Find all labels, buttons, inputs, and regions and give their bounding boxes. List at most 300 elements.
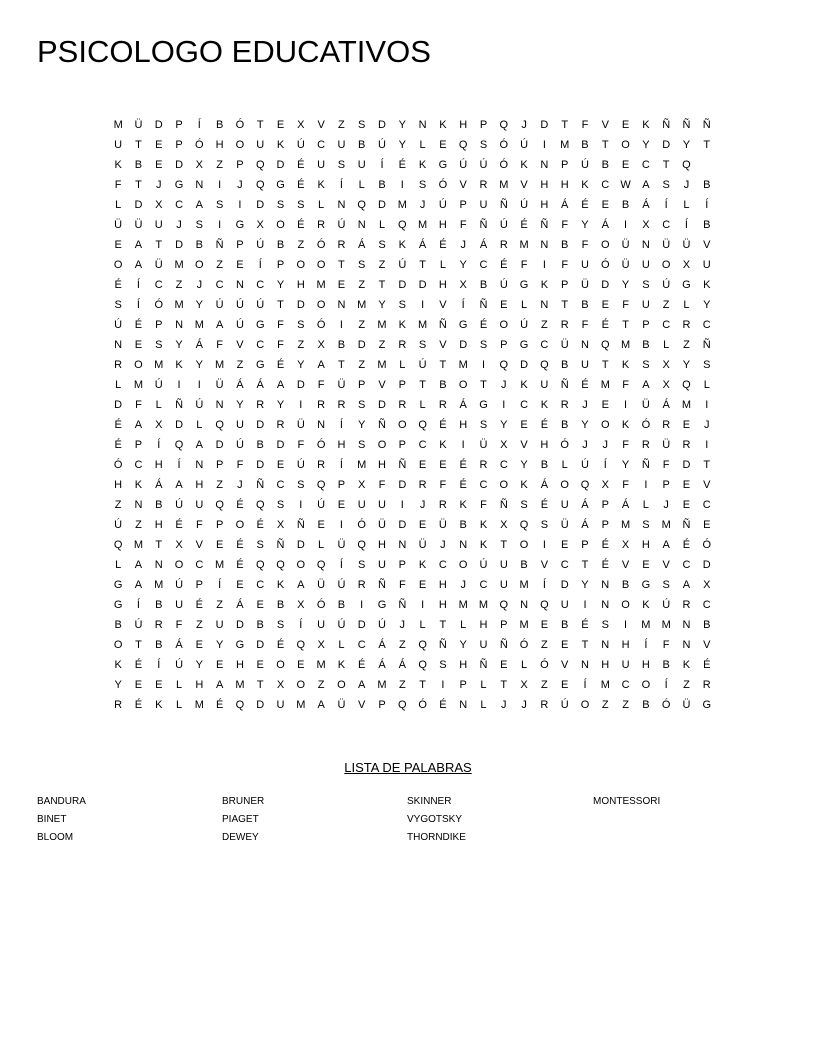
grid-letter[interactable]: U [479,639,488,651]
grid-letter[interactable]: P [561,279,569,291]
grid-letter[interactable]: Q [316,559,326,571]
grid-letter[interactable]: P [236,159,244,171]
grid-letter[interactable]: Á [581,499,589,511]
grid-letter[interactable]: Ñ [398,459,407,471]
grid-letter[interactable]: F [561,259,569,271]
grid-letter[interactable]: C [621,679,630,691]
grid-letter[interactable]: K [520,479,528,491]
grid-letter[interactable]: Z [683,679,690,691]
grid-letter[interactable]: É [439,419,447,431]
grid-letter[interactable]: Í [664,679,668,691]
grid-letter[interactable]: S [378,239,386,251]
grid-letter[interactable]: E [276,119,285,131]
grid-letter[interactable]: J [501,379,507,391]
grid-letter[interactable]: J [399,619,406,631]
grid-letter[interactable]: N [581,659,589,671]
grid-letter[interactable]: Q [540,599,549,611]
grid-letter[interactable]: E [520,419,528,431]
grid-letter[interactable]: S [358,399,366,411]
grid-letter[interactable]: B [561,619,569,631]
grid-letter[interactable]: O [499,479,509,491]
grid-letter[interactable]: X [276,679,285,691]
grid-letter[interactable]: Ñ [215,239,224,251]
grid-letter[interactable]: L [115,379,122,391]
grid-letter[interactable]: É [398,159,406,171]
grid-letter[interactable]: B [662,659,670,671]
grid-letter[interactable]: D [276,159,285,171]
grid-letter[interactable]: M [458,599,468,611]
grid-letter[interactable]: O [398,419,407,431]
grid-letter[interactable]: Ñ [682,519,691,531]
grid-letter[interactable]: Ú [154,379,163,391]
grid-letter[interactable]: M [194,699,204,711]
grid-letter[interactable]: T [135,139,142,151]
grid-letter[interactable]: B [540,459,549,471]
grid-letter[interactable]: G [174,179,184,191]
grid-letter[interactable]: E [682,479,691,491]
grid-letter[interactable]: I [299,499,303,511]
grid-letter[interactable]: L [480,679,487,691]
grid-letter[interactable]: Ü [662,239,671,251]
grid-letter[interactable]: M [133,379,144,391]
grid-letter[interactable]: Ñ [499,499,508,511]
grid-letter[interactable]: B [155,499,163,511]
grid-letter[interactable]: Z [541,639,548,651]
grid-letter[interactable]: É [459,479,467,491]
grid-letter[interactable]: Ú [235,439,244,451]
grid-letter[interactable]: T [378,279,386,291]
grid-letter[interactable]: Y [520,459,528,471]
grid-letter[interactable]: H [154,459,163,471]
grid-letter[interactable]: M [316,279,326,291]
grid-letter[interactable]: O [296,259,306,271]
grid-letter[interactable]: U [357,499,366,511]
grid-letter[interactable]: P [134,439,143,451]
grid-letter[interactable]: Ú [195,399,204,411]
grid-letter[interactable]: C [276,479,285,491]
grid-letter[interactable]: Y [175,339,183,351]
grid-letter[interactable]: Q [235,699,245,711]
grid-letter[interactable]: T [419,259,426,271]
grid-letter[interactable]: K [418,159,427,171]
grid-letter[interactable]: T [338,359,345,371]
grid-letter[interactable]: V [703,239,711,251]
grid-letter[interactable]: O [113,639,123,651]
grid-letter[interactable]: S [276,619,285,631]
grid-letter[interactable]: G [519,339,529,351]
grid-letter[interactable]: X [297,599,305,611]
grid-letter[interactable]: U [499,559,508,571]
grid-letter[interactable]: Q [458,139,468,151]
grid-letter[interactable]: K [540,279,549,291]
grid-letter[interactable]: K [703,279,711,291]
grid-letter[interactable]: H [438,579,447,591]
grid-letter[interactable]: Ü [560,519,569,531]
grid-letter[interactable]: V [703,639,711,651]
grid-letter[interactable]: M [478,599,489,611]
grid-letter[interactable]: Q [600,339,610,351]
grid-letter[interactable]: R [114,359,123,371]
grid-letter[interactable]: T [561,299,569,311]
grid-letter[interactable]: Y [398,139,406,151]
grid-letter[interactable]: Á [236,379,244,391]
grid-letter[interactable]: E [317,519,325,531]
grid-letter[interactable]: N [601,639,610,651]
grid-letter[interactable]: F [297,439,305,451]
grid-letter[interactable]: H [337,439,346,451]
grid-letter[interactable]: Q [113,539,123,551]
grid-letter[interactable]: P [276,259,285,271]
grid-letter[interactable]: R [682,319,691,331]
grid-letter[interactable]: É [134,659,143,671]
grid-letter[interactable]: H [641,539,650,551]
grid-letter[interactable]: É [581,379,589,391]
grid-letter[interactable]: É [114,279,122,291]
grid-letter[interactable]: Ü [114,219,123,231]
grid-letter[interactable]: Ú [114,519,123,531]
grid-letter[interactable]: Ú [560,699,569,711]
grid-letter[interactable]: Q [398,699,407,711]
grid-letter[interactable]: U [540,379,549,391]
grid-letter[interactable]: U [621,659,630,671]
grid-letter[interactable]: É [114,419,122,431]
grid-letter[interactable]: Z [195,619,203,631]
grid-letter[interactable]: N [540,239,549,251]
grid-letter[interactable]: P [195,579,203,591]
grid-letter[interactable]: I [624,619,628,631]
grid-letter[interactable]: D [296,539,305,551]
grid-letter[interactable]: Z [683,339,690,351]
grid-letter[interactable]: Ü [215,379,224,391]
grid-letter[interactable]: T [581,639,589,651]
grid-letter[interactable]: L [521,299,528,311]
grid-letter[interactable]: J [460,579,466,591]
grid-letter[interactable]: T [256,679,264,691]
grid-letter[interactable]: N [641,239,650,251]
grid-letter[interactable]: T [256,119,264,131]
grid-letter[interactable]: X [317,339,325,351]
grid-letter[interactable]: Y [682,139,691,151]
grid-letter[interactable]: Á [621,499,630,511]
grid-letter[interactable]: C [479,579,488,591]
grid-letter[interactable]: Ú [438,199,447,211]
grid-letter[interactable]: F [135,399,142,411]
grid-letter[interactable]: E [256,659,264,671]
grid-letter[interactable]: D [215,439,224,451]
grid-letter[interactable]: B [337,599,346,611]
grid-letter[interactable]: D [256,459,265,471]
grid-letter[interactable]: C [560,559,569,571]
grid-letter[interactable]: Ú [499,279,508,291]
grid-letter[interactable]: Ü [317,579,326,591]
grid-letter[interactable]: R [317,459,326,471]
grid-letter[interactable]: Á [642,199,650,211]
grid-letter[interactable]: Ó [560,439,569,451]
grid-letter[interactable]: V [621,559,630,571]
grid-letter[interactable]: N [337,299,346,311]
grid-letter[interactable]: Q [682,379,691,391]
grid-letter[interactable]: É [459,459,467,471]
grid-letter[interactable]: E [195,639,203,651]
grid-letter[interactable]: Y [459,639,467,651]
grid-letter[interactable]: R [560,319,569,331]
grid-letter[interactable]: Y [236,399,244,411]
grid-letter[interactable]: Ñ [398,599,407,611]
grid-letter[interactable]: Í [339,419,343,431]
grid-letter[interactable]: Q [255,559,265,571]
grid-letter[interactable]: H [154,519,163,531]
grid-letter[interactable]: I [542,139,546,151]
grid-letter[interactable]: Á [358,239,366,251]
grid-letter[interactable]: I [481,359,486,371]
grid-letter[interactable]: U [499,579,508,591]
grid-letter[interactable]: B [520,559,528,571]
grid-letter[interactable]: Q [215,419,224,431]
grid-letter[interactable]: S [540,519,549,531]
grid-letter[interactable]: R [702,679,711,691]
grid-letter[interactable]: T [601,139,609,151]
grid-letter[interactable]: É [276,639,285,651]
grid-letter[interactable]: J [582,439,588,451]
grid-letter[interactable]: N [337,199,346,211]
grid-letter[interactable]: O [661,259,671,271]
grid-letter[interactable]: Z [662,299,670,311]
grid-letter[interactable]: N [520,599,529,611]
grid-letter[interactable]: Z [358,279,366,291]
grid-letter[interactable]: C [438,559,447,571]
grid-letter[interactable]: L [683,199,690,211]
grid-letter[interactable]: R [479,179,488,191]
grid-letter[interactable]: L [521,659,528,671]
grid-letter[interactable]: U [175,599,184,611]
grid-letter[interactable]: K [540,399,549,411]
grid-letter[interactable]: Ú [296,139,305,151]
grid-letter[interactable]: L [399,359,406,371]
grid-letter[interactable]: F [622,299,629,311]
grid-letter[interactable]: G [519,279,529,291]
grid-letter[interactable]: V [703,479,711,491]
grid-letter[interactable]: Ü [296,419,305,431]
grid-letter[interactable]: Ñ [560,379,569,391]
grid-letter[interactable]: Ñ [702,119,711,131]
grid-letter[interactable]: M [600,679,610,691]
grid-letter[interactable]: É [134,319,143,331]
grid-letter[interactable]: L [155,399,162,411]
grid-letter[interactable]: Á [175,639,183,651]
grid-letter[interactable]: Z [175,279,183,291]
grid-letter[interactable]: Ú [662,279,671,291]
grid-letter[interactable]: T [135,179,142,191]
grid-letter[interactable]: Q [276,559,285,571]
grid-letter[interactable]: N [154,559,163,571]
grid-letter[interactable]: N [317,419,326,431]
grid-letter[interactable]: L [115,199,122,211]
grid-letter[interactable]: Y [378,299,386,311]
grid-letter[interactable]: G [458,319,468,331]
grid-letter[interactable]: P [236,239,244,251]
grid-letter[interactable]: O [377,439,387,451]
grid-letter[interactable]: D [560,579,569,591]
grid-letter[interactable]: Ó [357,519,366,531]
grid-letter[interactable]: Ó [113,459,123,471]
grid-letter[interactable]: Q [255,499,265,511]
grid-letter[interactable]: É [358,659,366,671]
grid-letter[interactable]: Á [418,239,427,251]
grid-letter[interactable]: D [256,639,265,651]
grid-letter[interactable]: P [358,379,366,391]
grid-letter[interactable]: M [418,319,428,331]
grid-letter[interactable]: S [358,559,366,571]
grid-letter[interactable]: Q [519,519,529,531]
grid-letter[interactable]: Í [258,259,262,271]
grid-letter[interactable]: D [418,279,427,291]
grid-letter[interactable]: T [703,459,711,471]
grid-letter[interactable]: Á [662,399,670,411]
grid-letter[interactable]: S [358,259,366,271]
grid-letter[interactable]: P [398,379,406,391]
grid-letter[interactable]: I [421,599,425,611]
grid-letter[interactable]: C [601,179,610,191]
grid-letter[interactable]: I [299,399,303,411]
grid-letter[interactable]: B [621,579,630,591]
grid-letter[interactable]: N [114,339,123,351]
grid-letter[interactable]: U [641,299,650,311]
grid-letter[interactable]: K [479,519,488,531]
grid-letter[interactable]: Z [216,479,223,491]
grid-letter[interactable]: O [174,559,184,571]
grid-letter[interactable]: P [662,479,670,491]
grid-letter[interactable]: L [338,639,345,651]
grid-letter[interactable]: C [479,479,488,491]
grid-letter[interactable]: C [195,559,204,571]
grid-letter[interactable]: Á [378,659,386,671]
grid-letter[interactable]: G [682,279,691,291]
grid-letter[interactable]: N [540,159,549,171]
grid-letter[interactable]: P [479,119,488,131]
grid-letter[interactable]: N [682,639,691,651]
grid-letter[interactable]: M [458,359,468,371]
grid-letter[interactable]: Z [236,359,244,371]
grid-letter[interactable]: L [561,459,568,471]
grid-letter[interactable]: D [702,559,711,571]
grid-letter[interactable]: P [398,439,406,451]
grid-letter[interactable]: B [337,339,346,351]
grid-letter[interactable]: C [317,139,326,151]
grid-letter[interactable]: É [601,539,609,551]
grid-letter[interactable]: É [256,519,264,531]
grid-letter[interactable]: Á [459,399,467,411]
grid-letter[interactable]: Z [378,339,386,351]
grid-letter[interactable]: Ó [418,699,427,711]
grid-letter[interactable]: O [600,239,610,251]
grid-letter[interactable]: A [642,379,650,391]
grid-letter[interactable]: B [215,119,224,131]
grid-letter[interactable]: Y [581,219,589,231]
grid-letter[interactable]: É [479,319,488,331]
grid-letter[interactable]: S [642,359,650,371]
grid-letter[interactable]: O [195,259,204,271]
grid-letter[interactable]: Á [155,479,163,491]
grid-letter[interactable]: Ñ [499,639,508,651]
grid-letter[interactable]: N [601,579,610,591]
grid-letter[interactable]: F [459,219,467,231]
grid-letter[interactable]: S [195,219,203,231]
grid-letter[interactable]: G [702,699,712,711]
grid-letter[interactable]: X [459,279,467,291]
grid-letter[interactable]: P [175,119,183,131]
grid-letter[interactable]: K [621,359,630,371]
grid-letter[interactable]: M [600,379,610,391]
grid-letter[interactable]: N [459,539,468,551]
grid-letter[interactable]: O [296,559,306,571]
grid-letter[interactable]: Z [398,679,406,691]
grid-letter[interactable]: E [439,139,447,151]
grid-letter[interactable]: K [398,319,406,331]
grid-letter[interactable]: Ü [581,279,589,291]
grid-letter[interactable]: Ñ [479,219,488,231]
grid-letter[interactable]: Q [357,539,366,551]
grid-letter[interactable]: G [113,599,123,611]
grid-letter[interactable]: A [358,679,366,691]
grid-letter[interactable]: T [419,379,426,391]
grid-letter[interactable]: M [377,359,387,371]
grid-letter[interactable]: E [418,519,427,531]
grid-letter[interactable]: H [195,679,204,691]
grid-letter[interactable]: G [377,599,387,611]
grid-letter[interactable]: U [276,699,285,711]
grid-letter[interactable]: R [418,479,427,491]
grid-letter[interactable]: D [378,119,386,131]
grid-letter[interactable]: M [154,579,164,591]
grid-letter[interactable]: T [581,559,589,571]
grid-letter[interactable]: R [479,459,488,471]
grid-letter[interactable]: Ú [378,619,386,631]
grid-letter[interactable]: K [134,479,143,491]
grid-letter[interactable]: D [398,479,407,491]
grid-letter[interactable]: M [661,519,671,531]
grid-letter[interactable]: F [114,179,122,191]
grid-letter[interactable]: L [419,399,426,411]
grid-letter[interactable]: T [662,159,670,171]
grid-letter[interactable]: Ó [316,599,326,611]
grid-letter[interactable]: O [316,299,326,311]
grid-letter[interactable]: D [459,339,468,351]
grid-letter[interactable]: N [398,539,407,551]
grid-letter[interactable]: B [459,519,467,531]
grid-letter[interactable]: E [114,239,122,251]
grid-letter[interactable]: N [134,499,143,511]
grid-letter[interactable]: Q [682,159,691,171]
grid-letter[interactable]: Á [479,239,488,251]
grid-letter[interactable]: O [458,379,468,391]
grid-letter[interactable]: Y [398,119,406,131]
grid-letter[interactable]: K [317,179,325,191]
grid-letter[interactable]: Z [297,239,305,251]
grid-letter[interactable]: T [277,299,284,311]
grid-letter[interactable]: Ñ [682,119,691,131]
grid-letter[interactable]: T [419,679,426,691]
grid-letter[interactable]: J [176,219,182,231]
grid-letter[interactable]: Q [580,479,590,491]
grid-letter[interactable]: D [601,279,610,291]
grid-letter[interactable]: Ñ [378,419,386,431]
grid-letter[interactable]: E [621,159,630,171]
grid-letter[interactable]: O [560,479,569,491]
grid-letter[interactable]: B [114,619,122,631]
grid-letter[interactable]: Z [317,679,325,691]
grid-letter[interactable]: J [663,499,669,511]
grid-letter[interactable]: É [195,599,203,611]
